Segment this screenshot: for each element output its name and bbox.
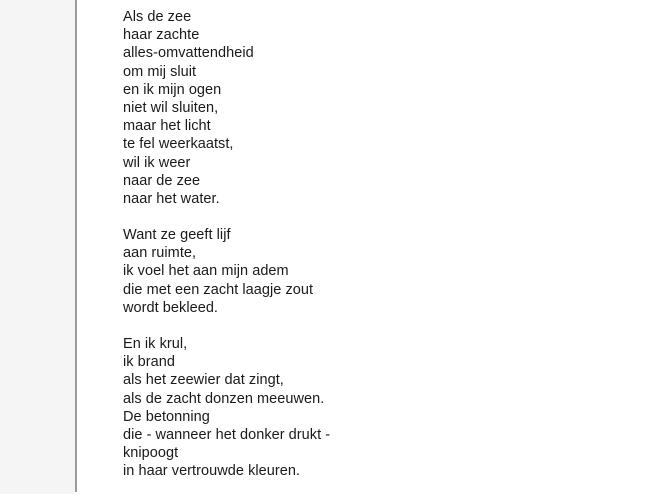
poem-line: die - wanneer het donker drukt - bbox=[123, 426, 331, 443]
poem-line: ik voel het aan mijn adem bbox=[123, 263, 289, 280]
poem-line: Als de zee bbox=[123, 9, 192, 25]
poem-line: ik brand bbox=[123, 354, 175, 371]
poem-line: als het zeewier dat zingt, bbox=[123, 372, 284, 389]
poem-line: haar zachte bbox=[123, 27, 200, 44]
poem-line: en ik mijn ogen bbox=[123, 81, 222, 98]
poem-line: als de zacht donzen meeuwen. bbox=[123, 390, 325, 407]
poem-line: alles-omvattendheid bbox=[123, 45, 254, 62]
poem-line: in haar vertrouwde kleuren. bbox=[123, 463, 301, 480]
poem-line: te fel weerkaatst, bbox=[123, 136, 234, 153]
poem-line: naar de zee bbox=[123, 172, 201, 189]
poem-line: Want ze geeft lijf bbox=[123, 227, 231, 244]
poem-stanza-3 bbox=[123, 335, 330, 481]
left-margin-panel bbox=[0, 0, 75, 494]
poem-line: niet wil sluiten, bbox=[123, 99, 219, 116]
poem-line: naar het water. bbox=[123, 190, 220, 207]
poem-line: die met een zacht laagje zout bbox=[123, 281, 314, 298]
poem-line: De betonning bbox=[123, 408, 210, 425]
poem-line: wordt bekleed. bbox=[123, 299, 219, 316]
poem-line: wil ik weer bbox=[123, 154, 191, 171]
poem-text bbox=[123, 8, 330, 499]
poem-line: maar het licht bbox=[123, 118, 211, 135]
poem-stanza-2 bbox=[123, 226, 330, 317]
poem-line: om mij sluit bbox=[123, 63, 197, 80]
poem-line: En ik krul, bbox=[123, 336, 188, 352]
poem-stanza-1 bbox=[123, 8, 330, 208]
poem-line: aan ruimte, bbox=[123, 245, 197, 262]
poem-line: knipoogt bbox=[123, 445, 179, 462]
